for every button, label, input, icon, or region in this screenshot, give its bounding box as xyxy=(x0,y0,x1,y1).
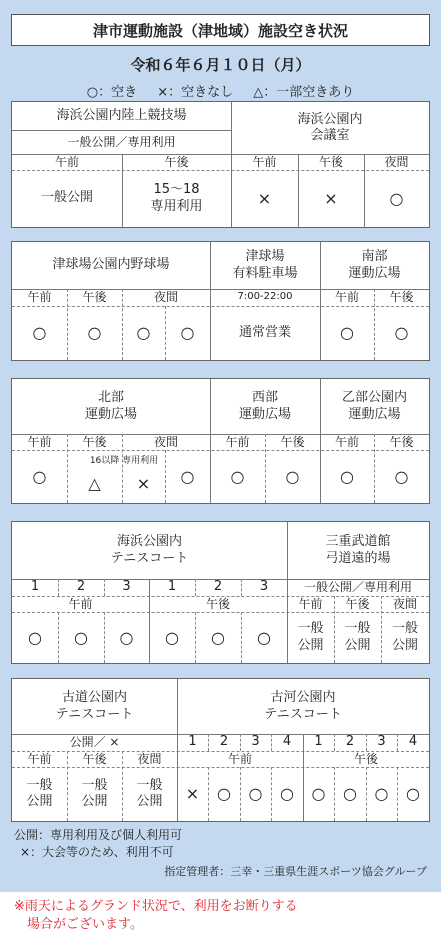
period-header: 午前 xyxy=(27,434,52,449)
status-cell: ○ xyxy=(394,323,409,342)
court-number: 1 xyxy=(30,579,40,595)
period-header: 午後 xyxy=(82,751,107,766)
block-2 xyxy=(11,241,430,361)
status-cell: ○ xyxy=(285,466,300,486)
rain-notice: ※雨天によるグランド状況で、利用をお断りする 場合がございます。 xyxy=(14,899,298,932)
status-cell: ○ xyxy=(217,784,231,803)
status-cell: ○ xyxy=(136,323,151,342)
period-header: 午前 xyxy=(298,596,323,611)
status-cell: ○ xyxy=(394,466,409,486)
facility-name: 海浜公園内陸上競技場 xyxy=(56,107,187,123)
legend xyxy=(0,81,441,100)
date-label: 令和６年６月１０日（月） xyxy=(130,56,311,74)
period-header: 午前 xyxy=(68,596,93,611)
block-3 xyxy=(11,378,430,504)
period-header: 午前 xyxy=(27,751,52,766)
usage-note: 16以降 専用利用 xyxy=(89,456,159,467)
period-header: 午後 xyxy=(389,434,414,449)
block-4 xyxy=(11,521,430,664)
facility-name: 海浜公園内 会議室 xyxy=(297,111,363,143)
court-number: 3 xyxy=(259,579,269,595)
status-cell: ○ xyxy=(74,627,88,647)
court-number: 3 xyxy=(122,579,131,595)
period-header: 午後 xyxy=(82,290,107,304)
period-header: 午後 xyxy=(205,596,230,611)
status-cell: ○ xyxy=(389,188,404,208)
manager-label: 指定管理者：三幸・三重県生涯スポーツ協会グループ xyxy=(164,865,427,878)
status-cell: ○ xyxy=(180,323,195,342)
facility-name: 南部 運動広場 xyxy=(348,249,401,281)
status-cell: × xyxy=(324,188,338,208)
court-number: 2 xyxy=(219,734,229,750)
period-header: 午前 xyxy=(334,434,359,449)
status-cell: ○ xyxy=(165,627,179,647)
facility-name: 北部 運動広場 xyxy=(84,390,137,422)
facility-name: 津球場公園内野球場 xyxy=(52,257,170,273)
status-cell: ○ xyxy=(28,627,42,647)
court-number: 1 xyxy=(188,734,197,750)
period-header: 午前 xyxy=(334,290,359,304)
period-header: 午後 xyxy=(164,154,189,169)
status-cell: ○ xyxy=(257,627,271,647)
period-header: 午後 xyxy=(318,154,343,169)
legend-available: ○：空き xyxy=(86,85,138,100)
status-cell: 通常営業 xyxy=(238,324,291,340)
facility-name: 海浜公園内 テニスコート xyxy=(110,534,189,566)
status-cell: ○ xyxy=(248,784,263,803)
status-cell: 一般 公開 xyxy=(297,621,324,653)
court-number: 2 xyxy=(213,579,223,595)
page-title: 津市運動施設（津地域）施設空き状況 xyxy=(11,14,430,46)
period-header: 午後 xyxy=(389,290,414,304)
facility-subtitle: 一般公開／専用利用 xyxy=(67,134,176,149)
footer-note-closed: ×：大会等のため、利用不可 xyxy=(20,845,174,859)
facility-name: 三重武道館 弓道遠的場 xyxy=(325,534,391,566)
status-cell: 15～18 専用利用 xyxy=(150,182,203,214)
status-cell: 一般公開 xyxy=(40,190,93,206)
status-cell: ○ xyxy=(32,323,47,342)
court-number: 2 xyxy=(345,734,355,750)
status-cell: ○ xyxy=(280,784,294,803)
period-header: 午後 xyxy=(345,596,370,611)
hours-header: 7:00-22:00 xyxy=(237,291,293,303)
period-header: 夜間 xyxy=(392,596,417,611)
status-cell: ○ xyxy=(374,784,389,803)
period-header: 午後 xyxy=(280,434,305,449)
facility-name: 西部 運動広場 xyxy=(238,390,291,422)
block-5 xyxy=(11,678,430,822)
court-number: 1 xyxy=(314,734,323,750)
status-cell: 一般 公開 xyxy=(26,777,53,809)
period-header: 午前 xyxy=(225,434,250,449)
status-cell: ○ xyxy=(32,466,47,486)
status-cell: ○ xyxy=(343,784,357,803)
status-cell: ○ xyxy=(406,784,420,803)
status-cell: ○ xyxy=(87,323,102,342)
court-number: 3 xyxy=(377,734,386,750)
facility-name: 乙部公園内 運動広場 xyxy=(341,390,407,422)
period-header: 夜間 xyxy=(153,290,178,304)
court-number: 2 xyxy=(76,579,86,595)
facility-subtitle: 公開／ × xyxy=(69,735,120,749)
period-header: 午前 xyxy=(252,154,277,169)
period-header: 午前 xyxy=(227,751,252,766)
status-cell: ○ xyxy=(311,784,326,803)
court-number: 4 xyxy=(408,734,418,750)
facility-subtitle: 一般公開／専用利用 xyxy=(303,580,412,594)
status-cell: ○ xyxy=(230,466,245,486)
facility-name: 古河公園内 テニスコート xyxy=(264,690,342,722)
period-header: 午後 xyxy=(353,751,378,766)
status-cell: ○ xyxy=(180,466,195,486)
period-header: 午前 xyxy=(27,290,52,304)
status-cell: 一般 公開 xyxy=(344,621,371,653)
block-1 xyxy=(11,101,430,228)
status-cell: ○ xyxy=(340,466,354,486)
status-cell: 一般 公開 xyxy=(136,777,163,809)
footer-note-public: 公開：専用利用及び個人利用可 xyxy=(14,828,183,842)
status-cell: × xyxy=(257,188,272,208)
status-cell: ○ xyxy=(340,323,354,342)
court-number: 1 xyxy=(167,579,177,595)
facility-name: 古道公園内 テニスコート xyxy=(55,690,134,722)
status-cell: ○ xyxy=(211,627,225,647)
period-header: 夜間 xyxy=(153,434,178,449)
status-cell: ○ xyxy=(119,627,134,647)
court-number: 4 xyxy=(282,734,292,750)
period-header: 夜間 xyxy=(384,154,409,169)
period-header: 夜間 xyxy=(137,751,162,766)
status-cell: × xyxy=(185,784,200,803)
facility-name: 津球場 有料駐車場 xyxy=(232,249,298,281)
court-number: 3 xyxy=(251,734,260,750)
status-cell: × xyxy=(136,473,151,493)
status-cell: 一般 公開 xyxy=(81,777,108,809)
legend-full: ×：空きなし xyxy=(157,85,234,100)
period-header: 午前 xyxy=(54,154,79,169)
status-cell: 一般 公開 xyxy=(391,621,418,653)
status-cell: △ xyxy=(88,473,101,493)
period-header: 午後 xyxy=(82,434,107,449)
legend-partial: △：一部空きあり xyxy=(253,85,355,100)
